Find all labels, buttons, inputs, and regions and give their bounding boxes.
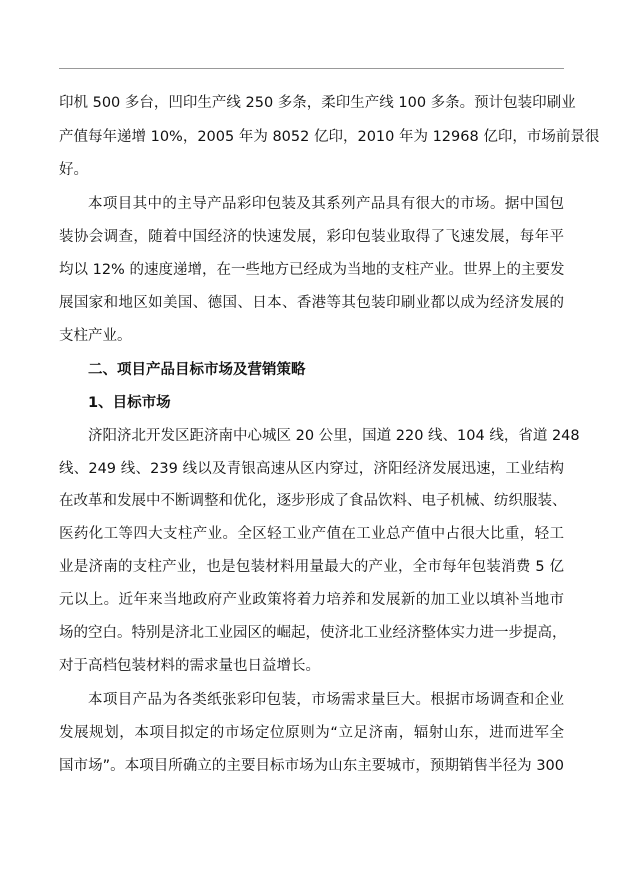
text-line: 元以上。近年来当地政府产业政策将着力培养和发展新的加工业以填补当地市 bbox=[59, 592, 564, 608]
text-line: 线、249 线、239 线以及青银高速从区内穿过，济阳经济发展迅速，工业结构 bbox=[59, 461, 564, 477]
text-line: 好。 bbox=[59, 162, 88, 178]
text-line: 印机 500 多台，凹印生产线 250 多条，柔印生产线 100 多条。预计包装印刷业 bbox=[59, 95, 576, 111]
subsection-heading: 1、目标市场 bbox=[88, 395, 171, 411]
header-rule bbox=[59, 68, 564, 69]
text-line: 展国家和地区如美国、德国、日本、香港等其包装印刷业都以成为经济发展的 bbox=[59, 295, 564, 311]
section-heading: 二、项目产品目标市场及营销策略 bbox=[88, 362, 306, 378]
text-line: 本项目产品为各类纸张彩印包装，市场需求量巨大。根据市场调查和企业 bbox=[88, 692, 564, 708]
text-line: 产值每年递增 10%，2005 年为 8052 亿印，2010 年为 12968 亿印，市场前景很 bbox=[59, 129, 600, 145]
text-line: 支柱产业。 bbox=[59, 328, 132, 344]
text-line: 场的空白。特别是济北工业园区的崛起，使济北工业经济整体实力进一步提高， bbox=[59, 625, 567, 641]
text-line: 均以 12% 的速度递增，在一些地方已经成为当地的支柱产业。世界上的主要发 bbox=[59, 262, 565, 278]
text-line: 本项目其中的主导产品彩印包装及其系列产品具有很大的市场。据中国包 bbox=[88, 196, 564, 212]
text-line: 装协会调查，随着中国经济的快速发展，彩印包装业取得了飞速发展，每年平 bbox=[59, 229, 564, 245]
text-line: 医药化工等四大支柱产业。全区轻工业产值在工业总产值中占很大比重，轻工 bbox=[59, 526, 564, 542]
text-line: 对于高档包装材料的需求量也日益增长。 bbox=[59, 658, 320, 674]
text-line: 国市场”。本项目所确立的主要目标市场为山东主要城市，预期销售半径为 300 bbox=[59, 758, 564, 774]
text-line: 在改革和发展中不断调整和优化，逐步形成了食品饮料、电子机械、纺织服装、 bbox=[59, 493, 567, 509]
text-line: 济阳济北开发区距济南中心城区 20 公里，国道 220 线、104 线，省道 248 bbox=[88, 428, 580, 444]
text-line: 发展规划，本项目拟定的市场定位原则为“立足济南，辐射山东，进而进军全 bbox=[59, 725, 564, 741]
text-line: 业是济南的支柱产业，也是包装材料用量最大的产业，全市每年包装消费 5 亿 bbox=[59, 559, 564, 575]
